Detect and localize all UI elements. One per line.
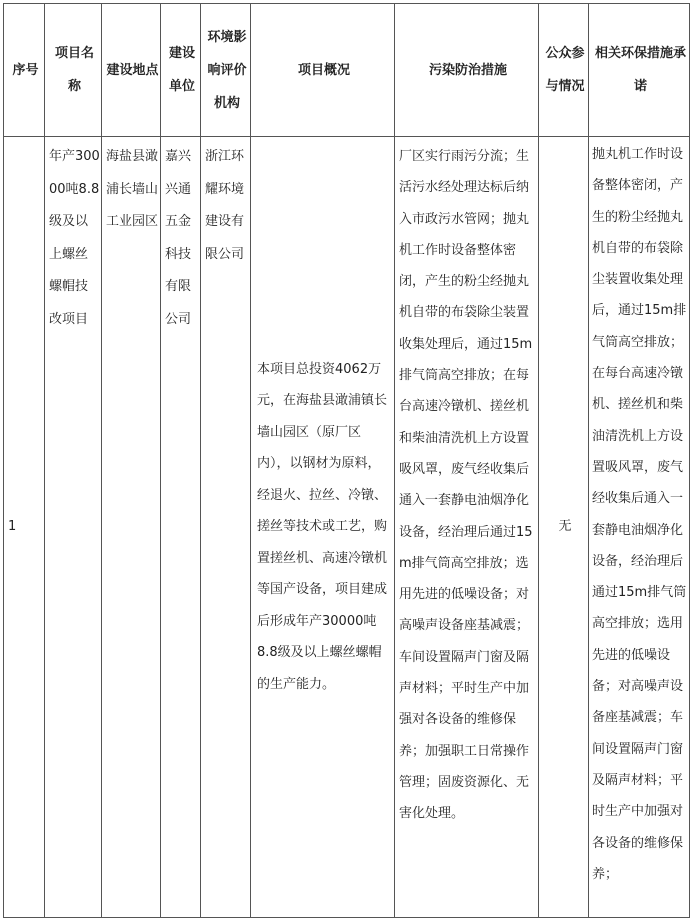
header-pollution: 污染防治措施 (395, 4, 539, 137)
cell-overview: 本项目总投资4062万元，在海盐县澉浦镇长墙山园区（原厂区内），以钢材为原料，经退火、拉丝、冷镦、搓丝等技术或工艺，购置搓丝机、高速冷镦机等国产设备，项目建成后形成年产30000吨8.8级及以上螺丝螺帽的生产能力。 (251, 137, 395, 918)
cell-seq: 1 (4, 137, 45, 918)
cell-commitments: 抛丸机工作时设备整体密闭，产生的粉尘经抛丸机自带的布袋除尘装置收集处理后，通过15m排气筒高空排放；在每台高速冷镦机、搓丝机和柴油清洗机上方设置吸风罩，废气经收集后通入一套静电油烟净化设备，经治理后通过15m排气筒高空排放；选用先进的低噪设备；对高噪声设备座基减震；车间设置隔声门窗及隔声材料；平时生产中加强对各设备的维修保养； (589, 137, 690, 918)
header-overview: 项目概况 (251, 4, 395, 137)
header-seq: 序号 (4, 4, 45, 137)
header-builder: 建设单位 (161, 4, 201, 137)
cell-location: 海盐县澉浦长墙山工业园区 (102, 137, 161, 918)
header-project-name: 项目名称 (45, 4, 102, 137)
header-public: 公众参与情况 (539, 4, 589, 137)
header-location: 建设地点 (102, 4, 161, 137)
project-table (3, 3, 690, 918)
cell-project-name: 年产30000吨8.8级及以上螺丝螺帽技改项目 (45, 137, 102, 918)
header-eia-org: 环境影响评价机构 (201, 4, 251, 137)
header-row (4, 4, 690, 137)
table-row (4, 137, 690, 918)
cell-pollution: 厂区实行雨污分流；生活污水经处理达标后纳入市政污水管网；抛丸机工作时设备整体密闭，产生的粉尘经抛丸机自带的布袋除尘装置收集处理后，通过15m排气筒高空排放；在每台高速冷镦机、搓丝机和柴油清洗机上方设置吸风罩，废气经收集后通入一套静电油烟净化设备，经治理后通过15m排气筒高空排放；选用先进的低噪设备；对高噪声设备座基减震；车间设置隔声门窗及隔声材料；平时生产中加强对各设备的维修保养；加强职工日常操作管理；固废资源化、无害化处理。 (395, 137, 539, 918)
cell-eia-org: 浙江环耀环境建设有限公司 (201, 137, 251, 918)
cell-public: 无 (539, 137, 589, 918)
header-commitments: 相关环保措施承诺 (589, 4, 690, 137)
cell-builder: 嘉兴兴通五金科技有限公司 (161, 137, 201, 918)
